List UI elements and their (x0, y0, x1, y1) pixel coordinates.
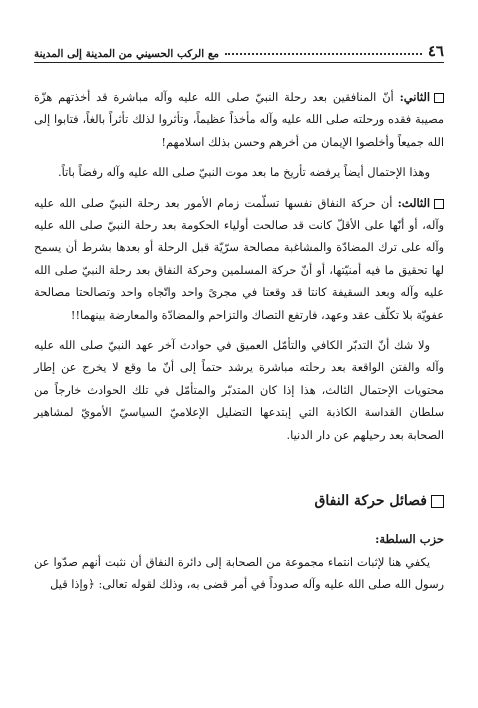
running-title: مع الركب الحسيني من المدينة إلى المدينة (34, 48, 220, 60)
paragraph-text: ولا شك أنّ التدبّر الكافي والتأمّل العميق في حوادث آخر عهد النبيّ صلى الله عليه وآله والفتن الواقعة بعد رحلته مباشرة يرشد حتماً إلى أنّ ما وقع لا يخرج عن إطار محتويات الإحتمال الثالث، هذا إذا كان المتدبّر والمتأمّل في تلك الحوادث خارجاً من سلطان القداسة الكاذبة التي إبتدعها التضليل الإعلاميّ السياسيّ الأمويّ لمشاهير الصحابة بعد رحيلهم عن دار الدنيا. (34, 338, 444, 442)
paragraph-conclusion (34, 334, 444, 446)
square-bullet-icon (434, 199, 444, 209)
section-heading (34, 490, 444, 512)
header-leader-dots (225, 52, 422, 55)
paragraph-label: الثاني: (399, 90, 430, 104)
square-bullet-icon (431, 495, 444, 508)
page-header (34, 36, 444, 63)
paragraph-label: الثالث: (397, 195, 430, 210)
subsection-heading: حزب السلطة: (375, 532, 444, 547)
page-body (34, 86, 444, 595)
paragraph-text: يكفي هنا لإثبات انتماء مجموعة من الصحابة إلى دائرة النفاق أن نثبت أنهم صدّوا عن رسول الله صلى الله عليه وآله صدوداً في أمر قضى به، وذلك لقوله تعالى: ﴿وإذا قيل (34, 554, 444, 591)
paragraph-section-opening (34, 551, 444, 596)
paragraph-second-possibility (34, 86, 444, 153)
paragraph-text: أنّ المنافقين بعد رحلة النبيّ صلى الله عليه وآله مباشرة قد أخذتهم هزّة مصيبة فقده ورحلته صلى الله عليه وآله مأخذاً عظيماً، وتأثروا لذلك تأثراً بالغاً، فتابوا إلى الله جميعاً وأخلصوا الإيمان من أخرهم وحسن بذلك اسلامهم! (34, 90, 444, 149)
paragraph-rejection (34, 161, 444, 183)
page-number: ٤٦ (427, 42, 444, 60)
paragraph-text: أن حركة النفاق نفسها تسلّمت زمام الأمور بعد رحلة النبيّ صلى الله عليه وآله، أو أنّها على الأقلّ كانت قد صالحت أولياء الحكومة بعد رحلة النبيّ صلى الله عليه وآله على ترك المضادّة والمشاغبة مصالحة سرّيّة قبل الرحلة أو بعدها بشرط أن يسمح لها تحقيق ما فيه أمنيّتها، أو أنّ حركة المسلمين وحركة النفاق بعد رحلة النبيّ صلى الله عليه وآله وبعد السقيفة كانتا قد وقعتا في مجرىً واحد واتّجاه واحد وتصالحتا مصالحة عفويّة بلا تكلّف عقد وعهد، فارتفع التصاك والتزاحم والمضادّة والمعارضة بينهما!! (34, 195, 444, 322)
paragraph-text: وهذا الإحتمال أيضاً يرفضه تأريخ ما بعد موت النبيّ صلى الله عليه وآله رفضاً باتاً. (58, 165, 430, 180)
paragraph-third-possibility (34, 192, 444, 326)
square-bullet-icon (434, 93, 444, 103)
section-title-text: فصائل حركة النفاق (314, 493, 427, 510)
